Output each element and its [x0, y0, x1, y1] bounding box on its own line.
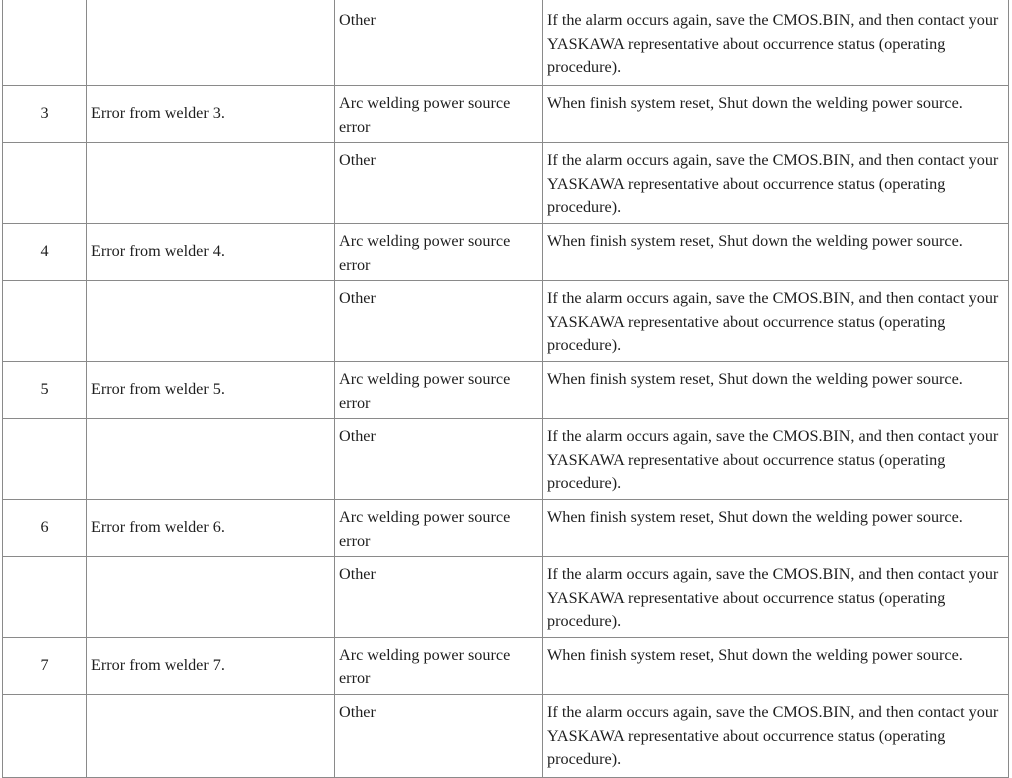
cause-cell: Other: [335, 695, 543, 778]
meaning-cell: [87, 695, 335, 778]
meaning-cell: Error from welder 4.: [87, 223, 335, 280]
meaning-cell: [87, 0, 335, 86]
remedy-cell: If the alarm occurs again, save the CMOS.BIN, and then contact your YASKAWA representative about occurrence status (operating procedure).: [543, 281, 1009, 362]
cause-cell: Other: [335, 281, 543, 362]
table-row: [3, 361, 1009, 418]
table-row: [3, 223, 1009, 280]
meaning-cell: [87, 143, 335, 224]
alarm-subcode-cell: [3, 557, 87, 638]
cause-cell: Other: [335, 557, 543, 638]
remedy-cell: If the alarm occurs again, save the CMOS.BIN, and then contact your YASKAWA representative about occurrence status (operating procedure).: [543, 695, 1009, 778]
alarm-subcode-cell: 5: [3, 361, 87, 418]
table-row: [3, 0, 1009, 86]
alarm-table: [2, 0, 1009, 778]
meaning-cell: [87, 281, 335, 362]
remedy-cell: If the alarm occurs again, save the CMOS.BIN, and then contact your YASKAWA representative about occurrence status (operating procedure).: [543, 419, 1009, 500]
alarm-subcode-cell: [3, 281, 87, 362]
table-row: [3, 143, 1009, 224]
meaning-cell: [87, 419, 335, 500]
meaning-cell: Error from welder 3.: [87, 86, 335, 143]
remedy-cell: When finish system reset, Shut down the welding power source.: [543, 637, 1009, 694]
cause-cell: Other: [335, 419, 543, 500]
alarm-subcode-cell: [3, 143, 87, 224]
table-row: [3, 419, 1009, 500]
cause-cell: Arc welding power source error: [335, 499, 543, 556]
remedy-cell: If the alarm occurs again, save the CMOS.BIN, and then contact your YASKAWA representative about occurrence status (operating procedure).: [543, 557, 1009, 638]
cause-cell: Other: [335, 143, 543, 224]
alarm-subcode-cell: [3, 695, 87, 778]
remedy-cell: When finish system reset, Shut down the welding power source.: [543, 223, 1009, 280]
cause-cell: Arc welding power source error: [335, 361, 543, 418]
cause-cell: Arc welding power source error: [335, 223, 543, 280]
cause-cell: Arc welding power source error: [335, 637, 543, 694]
table-row: [3, 86, 1009, 143]
meaning-cell: [87, 557, 335, 638]
table-row: [3, 637, 1009, 694]
remedy-cell: When finish system reset, Shut down the welding power source.: [543, 499, 1009, 556]
remedy-cell: When finish system reset, Shut down the welding power source.: [543, 86, 1009, 143]
alarm-subcode-cell: [3, 0, 87, 86]
table-row: [3, 557, 1009, 638]
table-row: [3, 695, 1009, 778]
remedy-cell: If the alarm occurs again, save the CMOS.BIN, and then contact your YASKAWA representative about occurrence status (operating procedure).: [543, 0, 1009, 86]
meaning-cell: Error from welder 7.: [87, 637, 335, 694]
meaning-cell: Error from welder 6.: [87, 499, 335, 556]
alarm-subcode-cell: [3, 419, 87, 500]
table-row: [3, 281, 1009, 362]
alarm-subcode-cell: 6: [3, 499, 87, 556]
cause-cell: Arc welding power source error: [335, 86, 543, 143]
alarm-subcode-cell: 3: [3, 86, 87, 143]
meaning-cell: Error from welder 5.: [87, 361, 335, 418]
alarm-subcode-cell: 7: [3, 637, 87, 694]
remedy-cell: If the alarm occurs again, save the CMOS.BIN, and then contact your YASKAWA representative about occurrence status (operating procedure).: [543, 143, 1009, 224]
alarm-subcode-cell: 4: [3, 223, 87, 280]
remedy-cell: When finish system reset, Shut down the welding power source.: [543, 361, 1009, 418]
table-row: [3, 499, 1009, 556]
cause-cell: Other: [335, 0, 543, 86]
